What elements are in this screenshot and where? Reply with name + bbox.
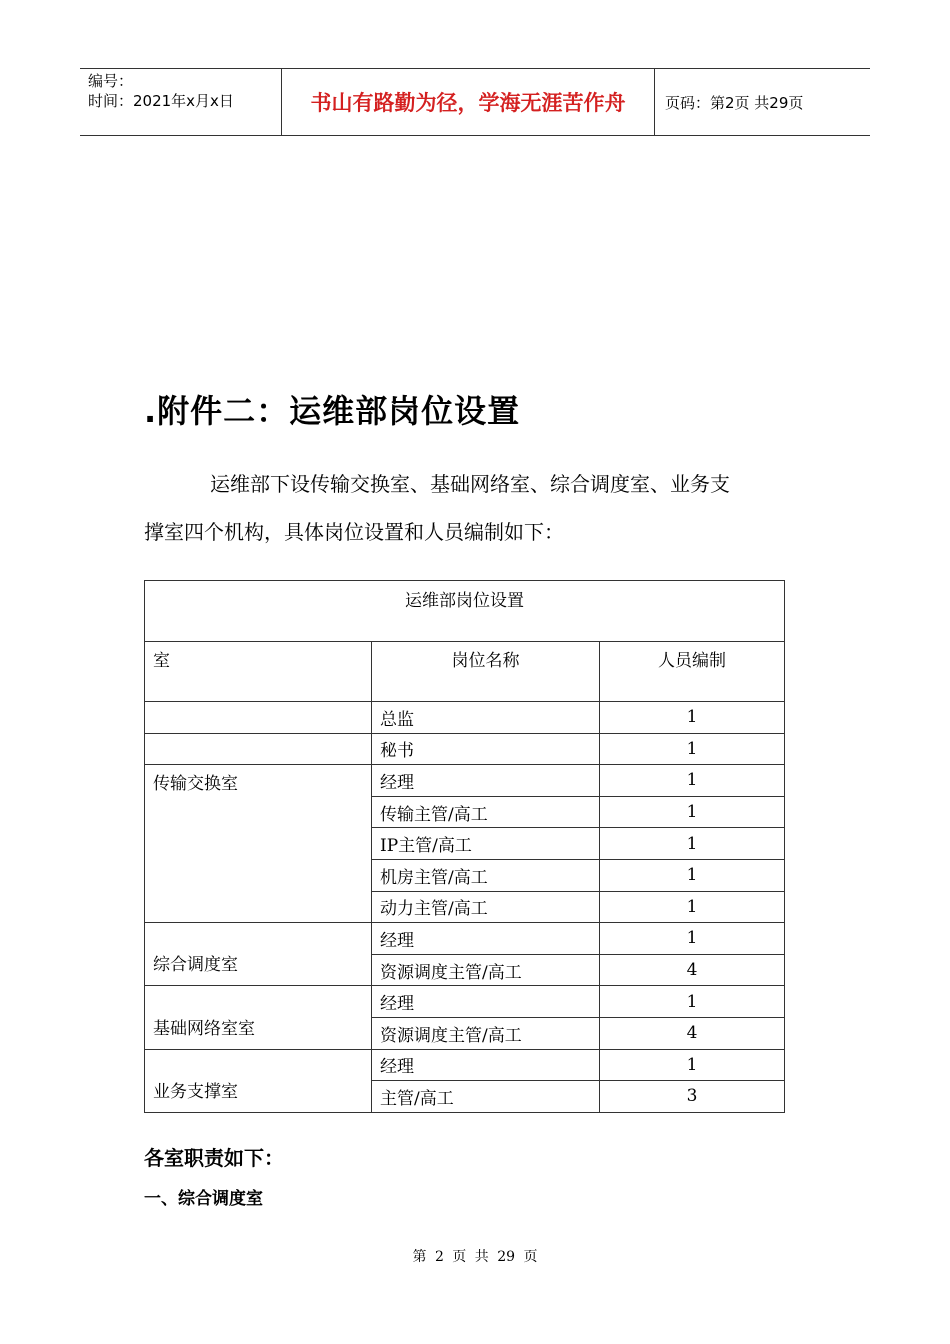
cell-position: 经理 [372,1049,600,1081]
cell-position: 传输主管/高工 [372,796,600,828]
cell-count: 4 [600,1017,785,1049]
cell-count: 1 [600,765,785,797]
cell-position: 经理 [372,765,600,797]
header-page-info: 页码：第2页 共29页 [665,93,804,112]
cell-count: 1 [600,891,785,923]
table-row [145,702,785,734]
cell-position: 机房主管/高工 [372,859,600,891]
position-table [144,580,785,1113]
cell-dept: 综合调度室 [145,923,372,986]
cell-position: 秘书 [372,733,600,765]
cell-position: 主管/高工 [372,1081,600,1113]
table-row [145,923,785,955]
intro-paragraph-line2: 撑室四个机构，具体岗位设置和人员编制如下： [144,520,564,544]
subsection-heading: 一、综合调度室 [144,1189,263,1209]
cell-count: 4 [600,954,785,986]
table-header-row [145,642,785,702]
header-number-label: 编号： [88,72,134,90]
header-dept: 室 [145,642,372,702]
cell-position: 资源调度主管/高工 [372,954,600,986]
cell-dept: 基础网络室室 [145,986,372,1049]
cell-dept: 业务支撑室 [145,1049,372,1112]
cell-count: 3 [600,1081,785,1113]
cell-position: 经理 [372,923,600,955]
cell-position: 总监 [372,702,600,734]
page-footer: 第 2 页 共 29 页 [412,1249,538,1265]
table-row [145,1049,785,1081]
header-position: 岗位名称 [372,642,600,702]
intro-paragraph-line1: 运维部下设传输交换室、基础网络室、综合调度室、业务支 [210,472,730,496]
section-heading: 各室职责如下： [144,1146,284,1170]
table-row [145,733,785,765]
cell-count: 1 [600,923,785,955]
cell-count: 1 [600,796,785,828]
cell-dept [145,733,372,765]
table-caption: 运维部岗位设置 [145,581,785,642]
table-row [145,986,785,1018]
page-header [80,68,870,136]
header-count: 人员编制 [600,642,785,702]
cell-count: 1 [600,859,785,891]
header-meta [80,69,282,135]
cell-position: IP主管/高工 [372,828,600,860]
table-caption-row [145,581,785,642]
cell-count: 1 [600,1049,785,1081]
cell-count: 1 [600,986,785,1018]
document-title: .附件二：运维部岗位设置 [144,392,521,430]
cell-count: 1 [600,702,785,734]
cell-position: 资源调度主管/高工 [372,1017,600,1049]
table-row [145,765,785,797]
header-motto: 书山有路勤为径，学海无涯苦作舟 [282,69,655,135]
header-time-label: 时间：2021年x月x日 [88,92,234,110]
cell-dept: 传输交换室 [145,765,372,923]
cell-position: 动力主管/高工 [372,891,600,923]
cell-position: 经理 [372,986,600,1018]
cell-count: 1 [600,828,785,860]
cell-count: 1 [600,733,785,765]
cell-dept [145,702,372,734]
